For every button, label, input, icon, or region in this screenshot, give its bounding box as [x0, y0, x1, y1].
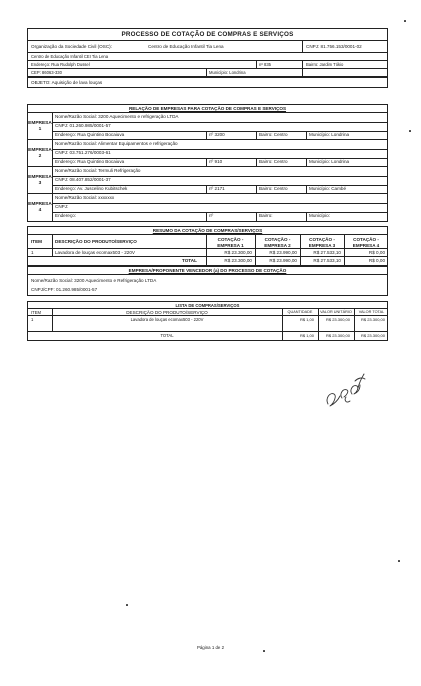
empresa-3-block — [28, 167, 387, 194]
resumo-block — [27, 226, 388, 266]
resumo-col-desc: DESCRIÇÃO DO PRODUTO/SERVIÇO — [55, 239, 137, 244]
empresa-4-numero: nº — [209, 213, 214, 218]
vencedor-title-row — [28, 267, 387, 275]
title-row — [28, 29, 387, 41]
org-label: Organização da Sociedade Civil (OSC): — [31, 44, 112, 49]
empresa-1-block — [28, 113, 387, 140]
lista-block — [27, 301, 388, 341]
objeto-row — [28, 77, 387, 87]
lista-title-row — [28, 302, 387, 309]
empresa-1-numero: nº 3200 — [209, 132, 225, 137]
resumo-col-item: ITEM — [31, 239, 42, 244]
lista-total-label: TOTAL — [160, 333, 174, 338]
lista-row-total: R$ 23.300,00 — [360, 316, 385, 322]
resumo-total-e1: R$ 23.300,00 — [224, 258, 252, 263]
lista-total-qtd: R$ 1,00 — [299, 333, 314, 338]
lista-total-row — [28, 332, 387, 340]
resumo-row-item: 1 — [31, 250, 34, 255]
empresa-3-cnpj: CNPJ: 08.407.852/0001-37 — [55, 177, 111, 182]
relacao-title-row — [28, 105, 387, 113]
vencedor-body — [28, 275, 387, 295]
vencedor-title: EMPRESA/PROPONENTE VENCEDOR (a) DO PROCESSO DE COTAÇÃO — [128, 268, 287, 273]
empresa-3-label: EMPRESA 3 — [28, 175, 52, 186]
lista-row-item: 1 — [31, 316, 34, 322]
resumo-row-e1: R$ 23.300,00 — [224, 250, 252, 255]
resumo-title: RESUMO DA COTAÇÃO DE COMPRAS/SERVIÇOS — [152, 228, 263, 233]
resumo-row-e2: R$ 23.990,00 — [269, 250, 297, 255]
empresa-2-bairro: Bairro: Centro — [259, 159, 288, 164]
empresa-4-cnpj: CNPJ: — [55, 204, 69, 209]
lista-item-row — [28, 316, 387, 332]
resumo-total-e4: R$ 0,00 — [368, 258, 385, 263]
empresa-2-numero: nº 910 — [209, 159, 223, 164]
empresa-3-municipio: Município: Cambé — [309, 186, 347, 191]
empresa-1-bairro: Bairro: Centro — [259, 132, 288, 137]
empresa-3-numero: nº 2171 — [209, 186, 225, 191]
lista-total-total: R$ 23.300,00 — [360, 333, 385, 338]
resumo-col-e1: COTAÇÃO - EMPRESA 1 — [217, 237, 244, 248]
lista-row-unit: R$ 23.300,00 — [325, 316, 350, 322]
relacao-title: RELAÇÃO DE EMPRESAS PARA COTAÇÃO DE COMPRAS E SERVIÇOS — [128, 106, 287, 111]
resumo-row-e4: R$ 0,00 — [368, 250, 385, 255]
vencedor-cnpj: CNPJ/CPF: 01.260.985/0001-57 — [31, 287, 98, 292]
empresa-1-endereco: Endereço: Rua Quintino Bocaiuva — [55, 132, 125, 137]
scan-mark — [126, 604, 128, 606]
org-value: Centro de Educação Infantil Tia Lena — [148, 44, 224, 49]
lista-row-desc: Lavadora de louças ecomax503 - 220V — [130, 316, 204, 322]
lista-header-row — [28, 309, 387, 316]
empresa-2-municipio: Município: Londrina — [309, 159, 350, 164]
lista-total-unit: R$ 23.300,00 — [325, 333, 350, 338]
empresa-2-cnpj: CNPJ: 03.751.276/0003-61 — [55, 150, 111, 155]
lista-col-desc: DESCRIÇÃO DO PRODUTO/SERVIÇO — [126, 309, 208, 315]
empresa-3-nome: Nome/Razão Social: Termuli Refrigeração — [55, 168, 141, 173]
resumo-total-row — [28, 257, 387, 265]
empresa-4-endereco: Endereço: — [55, 213, 76, 218]
resumo-col-e3: COTAÇÃO - EMPRESA 3 — [308, 237, 336, 248]
empresa-3-bairro: Bairro: Centro — [259, 186, 288, 191]
lista-row-qtd: R$ 1,00 — [299, 316, 314, 322]
empresa-2-label: EMPRESA 2 — [28, 148, 52, 159]
relacao-block — [27, 104, 388, 222]
centro-row — [28, 53, 387, 61]
empresa-3-endereco: Endereço: Av. Juscelino Kubitschek — [55, 186, 128, 191]
address-municipio: Município: Londrina — [209, 70, 246, 75]
empresa-1-label: EMPRESA 1 — [28, 121, 52, 132]
scan-mark — [409, 130, 411, 132]
header-block — [27, 28, 388, 88]
empresa-4-municipio: Município: — [309, 213, 330, 218]
empresa-4-nome: Nome/Razão Social: xxxxxxx — [55, 195, 115, 200]
resumo-total-label: TOTAL — [182, 258, 197, 263]
resumo-total-e3: R$ 27.533,10 — [313, 258, 341, 263]
empresa-1-cnpj: CNPJ: 01.260.985/0001-57 — [55, 123, 111, 128]
cep-row — [28, 69, 387, 77]
resumo-title-row — [28, 227, 387, 235]
lista-title: LISTA DE COMPRAS/SERVIÇOS — [175, 302, 240, 308]
resumo-row-e3: R$ 27.533,10 — [313, 250, 341, 255]
empresa-4-bairro: Bairro: — [259, 213, 273, 218]
lista-col-total: VALOR TOTAL — [358, 309, 385, 314]
document-title: PROCESSO DE COTAÇÃO DE COMPRAS E SERVIÇOS — [121, 31, 294, 38]
lista-col-unit: VALOR UNITÁRIO — [320, 309, 352, 314]
address-row — [28, 61, 387, 69]
handwritten-signature — [322, 370, 368, 412]
empresa-1-nome: Nome/Razão Social: 3200 Aquecimento e refrigeração LTDA — [55, 114, 179, 119]
address-bairro: Bairro: Jardim Tókio — [306, 62, 344, 67]
empresa-2-endereco: Endereço: Rua Quintino Bocaiuva — [55, 159, 125, 164]
empresa-4-block — [28, 194, 387, 221]
org-cnpj: CNPJ: 81.756.153/0001-02 — [306, 44, 362, 49]
vencedor-block — [27, 266, 388, 296]
empresa-1-municipio: Município: Londrina — [309, 132, 350, 137]
empresa-2-nome: Nome/Razão Social: Alimentar Equipamentos e refrigeração — [55, 141, 178, 146]
empresa-4-label: EMPRESA 4 — [28, 202, 52, 213]
resumo-col-e2: COTAÇÃO - EMPRESA 2 — [264, 237, 291, 248]
centro-name: Centro de Educação Infantil CEI Tia Lena — [31, 54, 109, 59]
address-cep: CEP: 86063-330 — [31, 70, 62, 75]
page-number: Página 1 de 2 — [196, 645, 225, 650]
lista-col-qtd: QUANTIDADE — [287, 309, 313, 314]
resumo-col-e4: COTAÇÃO - EMPRESA 4 — [352, 237, 380, 248]
resumo-item-row — [28, 249, 387, 257]
scan-mark — [404, 20, 406, 22]
lista-col-item: ITEM — [31, 309, 42, 315]
empresa-2-block — [28, 140, 387, 167]
vencedor-nome: Nome/Razão Social: 3200 Aquecimento e Refrigeração LTDA — [31, 278, 157, 283]
scan-mark — [398, 560, 400, 562]
address-street: Endereço: Rua Rudolph Dussel — [31, 62, 90, 67]
address-number: nº 835 — [259, 62, 272, 67]
objeto-text: OBJETO: Aquisição de lava louças — [31, 80, 103, 85]
resumo-header-row — [28, 235, 387, 249]
org-row — [28, 41, 387, 53]
resumo-total-e2: R$ 23.990,00 — [269, 258, 297, 263]
resumo-row-desc: Lavadora de louças ecomax503 - 220V — [55, 250, 135, 255]
